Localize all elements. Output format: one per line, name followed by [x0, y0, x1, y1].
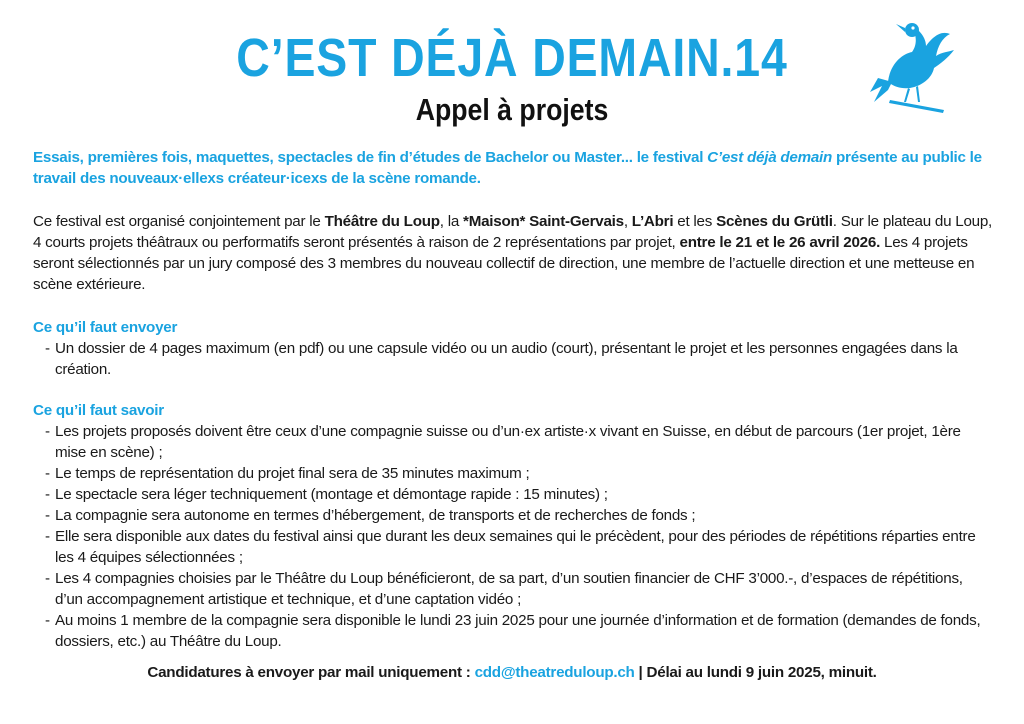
page-subtitle: Appel à projets: [415, 92, 609, 127]
know-list: [33, 421, 993, 652]
know-heading: Ce qu’il faut savoir: [33, 402, 164, 419]
venue-theatre-du-loup: Théâtre du Loup: [324, 213, 440, 230]
email-link[interactable]: cdd@theatreduloup.ch: [474, 664, 635, 681]
send-list: [33, 338, 993, 380]
page-title: C’EST DÉJÀ DEMAIN.14: [236, 28, 788, 88]
list-item: - Elle sera disponible aux dates du festival ainsi que durant les deux semaines qui le précèdent, pour des périodes de répétitions réparties entre les 4 équipes sélectionnées ;: [45, 526, 993, 568]
footer: Candidatures à envoyer par mail uniquement : cdd@theatreduloup.ch | Délai au lundi 9 juin 2025, minuit.: [147, 664, 877, 681]
footer-label: Candidatures à envoyer par mail uniquement :: [147, 664, 475, 681]
venue-maison-saint-gervais: *Maison* Saint-Gervais: [463, 213, 624, 230]
venue-scenes-du-grutli: Scènes du Grütli: [716, 213, 833, 230]
main-content: [33, 147, 993, 652]
festival-dates: entre le 21 et le 26 avril 2026.: [679, 234, 881, 251]
list-item: - Un dossier de 4 pages maximum (en pdf) ou une capsule vidéo ou un audio (court), présentant le projet et les personnes engagées dans la création.: [45, 338, 993, 380]
send-heading: Ce qu’il faut envoyer: [33, 319, 178, 336]
list-item: - Le spectacle sera léger techniquement (montage et démontage rapide : 15 minutes) ;: [45, 484, 993, 505]
list-item: - Les projets proposés doivent être ceux d’une compagnie suisse ou d’un·ex artiste·x vivant en Suisse, en début de parcours (1er projet, 1ère mise en scène) ;: [45, 421, 993, 463]
list-item: - Le temps de représentation du projet final sera de 35 minutes maximum ;: [45, 463, 993, 484]
deadline-text: Délai au lundi 9 juin 2025, minuit.: [646, 664, 877, 681]
venue-labri: L’Abri: [631, 213, 674, 230]
description-paragraph: Ce festival est organisé conjointement par le Théâtre du Loup, la *Maison* Saint-Gervais, L’Abri et les Scènes du Grütli. Sur le plateau du Loup, 4 courts projets théâtraux ou performatifs seront présentés à raison de 2 représentations par projet, entre le 21 et le 26 avril 2026. Les 4 projets seront sélectionnés par un jury composé des 3 membres du nouveau collectif de direction, une membre de l’actuelle direction et une metteuse en scène extérieure.: [33, 213, 992, 293]
intro-paragraph: Essais, premières fois, maquettes, spectacles de fin d’études de Bachelor ou Master... le festival C’est déjà demain présente au public le travail des nouveaux·ellexs créateur·icexs de la scène romande.: [33, 149, 982, 187]
list-item: - Au moins 1 membre de la compagnie sera disponible le lundi 23 juin 2025 pour une journée d’information et de formation (demandes de fonds, dossiers, etc.) au Théâtre du Loup.: [45, 610, 993, 652]
list-item: - Les 4 compagnies choisies par le Théâtre du Loup bénéficieront, de sa part, d’un soutien financier de CHF 3’000.-, d’espaces de répétitions, d’un accompagnement artistique et technique, et d’une captation vidéo ;: [45, 568, 993, 610]
bird-icon: [868, 16, 958, 116]
festival-name: C’est déjà demain: [707, 149, 833, 166]
list-item: - La compagnie sera autonome en termes d’hébergement, de transports et de recherches de fonds ;: [45, 505, 993, 526]
